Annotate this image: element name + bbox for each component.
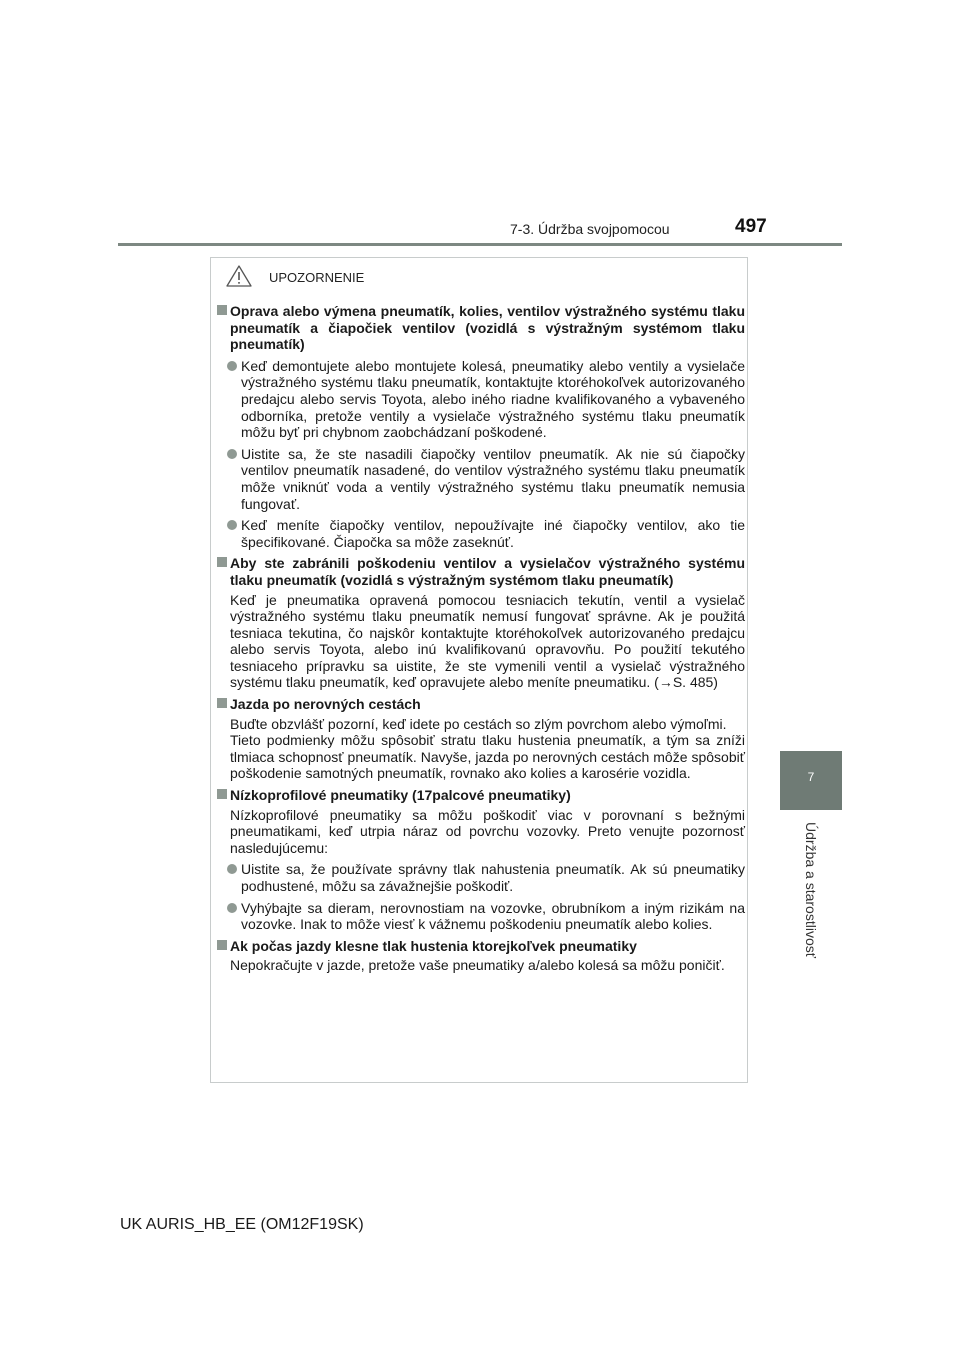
bullet-item [217,861,745,894]
section-heading [217,787,745,804]
paragraph-text: Buďte obzvlášť pozorní, keď idete po cestách so zlým povrchom alebo výmoľmi. [230,715,727,732]
warning-section [217,555,745,691]
bullet-item [217,900,745,933]
section-paragraph [217,716,745,782]
bullet-item [217,517,745,550]
paragraph-text: Nepokračujte v jazde, pretože vaše pneumatiky a/alebo kolesá sa môžu poničiť. [230,957,725,974]
chapter-title: Údržba a starostlivosť [803,822,819,958]
section-paragraph [217,592,745,692]
square-bullet-icon [217,305,227,315]
bullet-text: Vyhýbajte sa dieram, nerovnostiam na vozovke, obrubníkom a iným rizikám na vozovke. Inak to môže viesť k vážnemu poškodeniu pneumatík alebo kolies. [241,899,745,933]
warning-section [217,938,745,974]
bullet-text: Keď demontujete alebo montujete kolesá, pneumatiky alebo ventily a vysielače výstražného systému tlaku pneumatík, kontaktujte ktoréhokoľvek autorizovaného predajcu alebo servis Toyota, alebo iného riadne kvalifikovaného a vybaveného odborníka, pretože ventily a vysielače výstražného systému tlaku pneumatík môžu byť pri chybnom zaobchádzaní poškodené. [241,357,745,441]
warning-triangle-icon [226,265,252,287]
section-heading [217,303,745,353]
warning-body [217,303,745,974]
section-heading-text: Ak počas jazdy klesne tlak hustenia ktorejkoľvek pneumatiky [230,937,637,954]
chapter-tab [780,751,842,810]
square-bullet-icon [217,557,227,567]
round-bullet-icon [227,520,237,530]
section-paragraph [217,957,745,974]
paragraph-text: Tieto podmienky môžu spôsobiť stratu tlaku hustenia pneumatík, a tým sa zníži tlmiaca schopnosť pneumatík. Navyše, jazda po nerovných cestách môže spôsobiť poškodenie samotných pneumatík, rovnako ako kolies a karosérie vozidla. [230,732,745,782]
warning-box [210,257,748,1083]
section-heading-text: Oprava alebo výmena pneumatík, kolies, ventilov výstražného systému tlaku pneumatík a čiapočiek ventilov (vozidlá s výstražným systémom tlaku pneumatík) [230,303,745,353]
bullet-item [217,446,745,512]
round-bullet-icon [227,864,237,874]
round-bullet-icon [227,361,237,371]
square-bullet-icon [217,940,227,950]
bullet-text: Uistite sa, že ste nasadili čiapočky ventilov pneumatík. Ak nie sú čiapočky ventilov pneumatík nasadené, do ventilov výstražného systému tlaku pneumatík môže vniknúť voda a ventily výstražného systému tlaku pneumatík nemusia fungovať. [241,445,745,512]
round-bullet-icon [227,903,237,913]
section-heading-text: Aby ste zabránili poškodeniu ventilov a vysielačov výstražného systému tlaku pneumatík (vozidlá s výstražným systémom tlaku pneumatík) [230,555,745,588]
running-header-section: 7-3. Údržba svojpomocou [510,221,670,237]
bullet-item [217,358,745,441]
warning-section [217,787,745,933]
document-code: UK AURIS_HB_EE (OM12F19SK) [120,1216,364,1233]
warning-section [217,696,745,782]
bullet-text: Keď meníte čiapočky ventilov, nepoužívajte iné čiapočky ventilov, ako tie špecifikované. Čiapočka sa môže zaseknúť. [241,517,745,550]
section-heading [217,938,745,955]
warning-section [217,303,745,550]
section-heading-text: Nízkoprofilové pneumatiky (17palcové pneumatiky) [230,787,571,804]
section-paragraph [217,807,745,857]
warning-title: UPOZORNENIE [269,270,365,285]
square-bullet-icon [217,789,227,799]
header-divider [118,243,842,246]
bullet-text: Uistite sa, že používate správny tlak nahustenia pneumatík. Ak sú pneumatiky podhustené, môžu sa závažnejšie poškodiť. [241,861,745,894]
section-heading [217,696,745,713]
section-heading [217,555,745,588]
round-bullet-icon [227,449,237,459]
page-number: 497 [735,216,767,237]
section-heading-text: Jazda po nerovných cestách [230,696,421,713]
paragraph-text: Nízkoprofilové pneumatiky sa môžu poškodiť viac v porovnaní s bežnými pneumatikami, keď utrpia náraz od povrchu vozovky. Preto venujte pozornosť nasledujúcemu: [230,806,745,856]
chapter-number: 7 [807,770,815,784]
square-bullet-icon [217,698,227,708]
paragraph-text: Keď je pneumatika opravená pomocou tesniacich tekutín, ventil a vysielač výstražného systému tlaku pneumatík nemusí fungovať správne. Ak je použitá tesniaca tekutina, čo najskôr kontaktujte ktoréhokoľvek autorizovaného predajcu alebo servis Toyota, alebo inú kvalifikovanú opravovňu. Po použití tekutého tesniaceho prípravku sa uistite, že ste vymenili ventil a vysielač výstražného systému tlaku pneumatík, keď opravujete alebo meníte pneumatiku. (→S. 485) [230,591,745,691]
